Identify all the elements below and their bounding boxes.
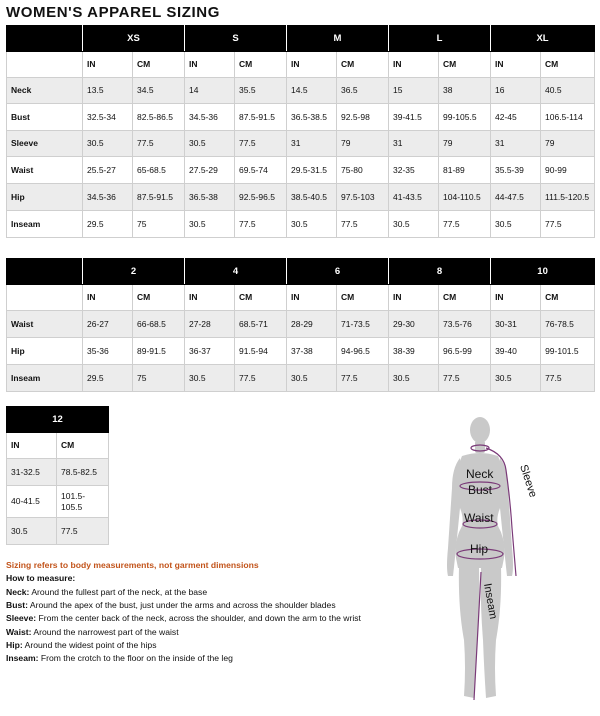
measurement-cell: 31 <box>389 131 439 157</box>
measurement-cell: 75 <box>133 365 185 392</box>
label-sleeve: Sleeve <box>517 463 539 499</box>
measurement-cell: 30.5 <box>185 131 235 157</box>
measurement-cell: 97.5-103 <box>337 184 389 211</box>
measurement-cell: 92.5-98 <box>337 104 389 131</box>
table-row <box>7 157 595 184</box>
measurement-cell: 99-101.5 <box>541 338 595 365</box>
table-row <box>7 78 595 104</box>
unit-cm-header: CM <box>235 285 287 311</box>
measurement-cell: 71-73.5 <box>337 311 389 338</box>
label-inseam: Inseam <box>481 582 500 621</box>
measurement-cell: 14 <box>185 78 235 104</box>
measurement-cell: 104-110.5 <box>439 184 491 211</box>
measurement-cell: 79 <box>541 131 595 157</box>
unit-in-header: IN <box>491 52 541 78</box>
measurement-cell: 34.5 <box>133 78 185 104</box>
unit-cm-header: CM <box>337 285 389 311</box>
size-header: M <box>287 26 389 52</box>
measurement-cell: 29.5 <box>83 365 133 392</box>
row-label: Hip <box>7 338 83 365</box>
unit-in-header: IN <box>287 52 337 78</box>
unit-in-header: IN <box>287 285 337 311</box>
row-label: Waist <box>7 311 83 338</box>
measurement-cell: 77.5 <box>541 365 595 392</box>
row-label: Sleeve <box>7 131 83 157</box>
measurement-cell: 73.5-76 <box>439 311 491 338</box>
measurement-cell: 29-30 <box>389 311 439 338</box>
measurement-cell: 77.5 <box>439 211 491 238</box>
measure-term: Bust: <box>6 599 28 610</box>
measurement-cell: 92.5-96.5 <box>235 184 287 211</box>
measurement-cell: 31-32.5 <box>7 459 57 486</box>
table-row <box>7 338 595 365</box>
measurement-cell: 31 <box>287 131 337 157</box>
unit-in-header: IN <box>83 52 133 78</box>
measurement-cell: 77.5 <box>133 131 185 157</box>
row-label: Inseam <box>7 365 83 392</box>
measurement-cell: 38-39 <box>389 338 439 365</box>
measurement-cell: 38.5-40.5 <box>287 184 337 211</box>
unit-in-header: IN <box>185 52 235 78</box>
measurement-cell: 30.5 <box>287 365 337 392</box>
unit-cm-header: CM <box>439 52 491 78</box>
measure-text: Around the fullest part of the neck, at the base <box>29 586 208 597</box>
measurement-cell: 30.5 <box>7 518 57 545</box>
measurement-cell: 77.5 <box>235 365 287 392</box>
measurement-cell: 89-91.5 <box>133 338 185 365</box>
measurement-cell: 91.5-94 <box>235 338 287 365</box>
measurement-cell: 106.5-114 <box>541 104 595 131</box>
measurement-cell: 36.5-38 <box>185 184 235 211</box>
measurement-cell: 77.5 <box>439 365 491 392</box>
measurement-cell: 90-99 <box>541 157 595 184</box>
measurement-cell: 30.5 <box>287 211 337 238</box>
measurement-cell: 99-105.5 <box>439 104 491 131</box>
measurement-cell: 87.5-91.5 <box>235 104 287 131</box>
measure-text: Around the narrowest part of the waist <box>31 626 179 637</box>
measurement-cell: 82.5-86.5 <box>133 104 185 131</box>
measurement-cell: 44-47.5 <box>491 184 541 211</box>
measurement-cell: 36.5-38.5 <box>287 104 337 131</box>
measure-instruction <box>6 639 426 652</box>
unit-cm-header: CM <box>57 433 109 459</box>
table-row <box>7 211 595 238</box>
measurement-cell: 32-35 <box>389 157 439 184</box>
row-label: Waist <box>7 157 83 184</box>
measurement-cell: 35.5-39 <box>491 157 541 184</box>
unit-cm-header: CM <box>541 285 595 311</box>
header-blank <box>7 259 83 285</box>
measurement-cell: 77.5 <box>337 365 389 392</box>
size-header: 4 <box>185 259 287 285</box>
measurement-cell: 29.5 <box>83 211 133 238</box>
measurement-cell: 94-96.5 <box>337 338 389 365</box>
unit-cm-header: CM <box>337 52 389 78</box>
table-row <box>7 311 595 338</box>
row-label: Inseam <box>7 211 83 238</box>
measurement-cell: 40.5 <box>541 78 595 104</box>
size-header: 10 <box>491 259 595 285</box>
measure-instruction <box>6 612 426 625</box>
measurement-cell: 27-28 <box>185 311 235 338</box>
measurement-cell: 34.5-36 <box>185 104 235 131</box>
label-neck: Neck <box>466 467 494 481</box>
measurement-cell: 78.5-82.5 <box>57 459 109 486</box>
sizing-disclaimer: Sizing refers to body measurements, not garment dimensions <box>6 560 259 570</box>
size-table-letters <box>6 25 595 238</box>
body-silhouette-image <box>440 408 570 708</box>
measurement-cell: 30.5 <box>389 211 439 238</box>
unit-cm-header: CM <box>133 285 185 311</box>
row-label: Neck <box>7 78 83 104</box>
size-header: XS <box>83 26 185 52</box>
measure-term: Waist: <box>6 626 32 637</box>
measure-instruction <box>6 626 426 639</box>
measurement-cell: 77.5 <box>57 518 109 545</box>
unit-in-header: IN <box>7 433 57 459</box>
size-header: S <box>185 26 287 52</box>
measurement-cell: 30.5 <box>83 131 133 157</box>
measurement-cell: 31 <box>491 131 541 157</box>
unit-cm-header: CM <box>133 52 185 78</box>
measurement-cell: 27.5-29 <box>185 157 235 184</box>
size-header: 2 <box>83 259 185 285</box>
unit-in-header: IN <box>83 285 133 311</box>
measurement-cell: 111.5-120.5 <box>541 184 595 211</box>
measurement-cell: 30.5 <box>389 365 439 392</box>
page-title: WOMEN'S APPAREL SIZING <box>6 4 221 21</box>
unit-in-header: IN <box>491 285 541 311</box>
unit-cm-header: CM <box>541 52 595 78</box>
measure-instruction <box>6 586 426 599</box>
table-row <box>7 459 109 486</box>
measurement-cell: 14.5 <box>287 78 337 104</box>
measurement-cell: 26-27 <box>83 311 133 338</box>
measurement-cell: 29.5-31.5 <box>287 157 337 184</box>
measure-term: Hip: <box>6 639 23 650</box>
measurement-cell: 75 <box>133 211 185 238</box>
measure-text: From the center back of the neck, across the shoulder, and down the arm to the wrist <box>36 613 361 624</box>
unit-in-header: IN <box>389 285 439 311</box>
measurement-cell: 25.5-27 <box>83 157 133 184</box>
header-blank-cell <box>7 285 83 311</box>
measurement-cell: 35.5 <box>235 78 287 104</box>
how-to-measure-heading: How to measure: <box>6 573 76 584</box>
size-header: 12 <box>7 407 109 433</box>
measurement-cell: 77.5 <box>235 131 287 157</box>
row-label: Bust <box>7 104 83 131</box>
measurement-cell: 79 <box>337 131 389 157</box>
measurement-cell: 87.5-91.5 <box>133 184 185 211</box>
measure-text: Around the apex of the bust, just under the arms and across the shoulder blades <box>27 599 336 610</box>
measure-term: Sleeve: <box>6 613 37 624</box>
measurement-cell: 30-31 <box>491 311 541 338</box>
measurement-cell: 30.5 <box>491 365 541 392</box>
measurement-cell: 30.5 <box>491 211 541 238</box>
measurement-cell: 34.5-36 <box>83 184 133 211</box>
measurement-cell: 65-68.5 <box>133 157 185 184</box>
unit-cm-header: CM <box>235 52 287 78</box>
table-row <box>7 518 109 545</box>
unit-in-header: IN <box>389 52 439 78</box>
measurement-cell: 13.5 <box>83 78 133 104</box>
measurement-cell: 68.5-71 <box>235 311 287 338</box>
measurement-cell: 77.5 <box>337 211 389 238</box>
measurement-cell: 76-78.5 <box>541 311 595 338</box>
row-label: Hip <box>7 184 83 211</box>
measure-term: Inseam: <box>6 653 39 664</box>
measurement-cell: 81-89 <box>439 157 491 184</box>
measurement-cell: 39-40 <box>491 338 541 365</box>
measure-text: From the crotch to the floor on the inside of the leg <box>38 653 233 664</box>
measurement-cell: 30.5 <box>185 211 235 238</box>
size-table-numeric <box>6 258 595 392</box>
table-row <box>7 104 595 131</box>
measurement-cell: 15 <box>389 78 439 104</box>
measurement-cell: 16 <box>491 78 541 104</box>
measurement-cell: 28-29 <box>287 311 337 338</box>
measurement-cell: 37-38 <box>287 338 337 365</box>
size-header: L <box>389 26 491 52</box>
label-bust: Bust <box>468 483 493 497</box>
measurement-cell: 42-45 <box>491 104 541 131</box>
unit-in-header: IN <box>185 285 235 311</box>
table-row <box>7 131 595 157</box>
size-header: 8 <box>389 259 491 285</box>
measurement-cell: 101.5-105.5 <box>57 486 109 518</box>
measurement-cell: 69.5-74 <box>235 157 287 184</box>
label-hip: Hip <box>470 542 489 556</box>
measurement-cell: 77.5 <box>541 211 595 238</box>
measurement-cell: 32.5-34 <box>83 104 133 131</box>
measure-notes <box>6 559 426 666</box>
header-blank <box>7 26 83 52</box>
measurement-cell: 36.5 <box>337 78 389 104</box>
header-blank-cell <box>7 52 83 78</box>
size-header: XL <box>491 26 595 52</box>
measurement-cell: 66-68.5 <box>133 311 185 338</box>
body-measurement-figure <box>440 408 570 708</box>
size-table-12 <box>6 406 109 545</box>
measurement-cell: 40-41.5 <box>7 486 57 518</box>
measurement-cell: 75-80 <box>337 157 389 184</box>
measure-term: Neck: <box>6 586 30 597</box>
measurement-cell: 39-41.5 <box>389 104 439 131</box>
unit-cm-header: CM <box>439 285 491 311</box>
measure-instruction <box>6 599 426 612</box>
measurement-cell: 77.5 <box>235 211 287 238</box>
measure-text: Around the widest point of the hips <box>22 639 157 650</box>
measurement-cell: 41-43.5 <box>389 184 439 211</box>
table-row <box>7 184 595 211</box>
measurement-cell: 96.5-99 <box>439 338 491 365</box>
measurement-cell: 36-37 <box>185 338 235 365</box>
label-waist: Waist <box>464 511 494 525</box>
size-header: 6 <box>287 259 389 285</box>
table-row <box>7 365 595 392</box>
measurement-cell: 30.5 <box>185 365 235 392</box>
measurement-cell: 35-36 <box>83 338 133 365</box>
measure-instruction <box>6 652 426 665</box>
measurement-cell: 79 <box>439 131 491 157</box>
measurement-cell: 38 <box>439 78 491 104</box>
table-row <box>7 486 109 518</box>
